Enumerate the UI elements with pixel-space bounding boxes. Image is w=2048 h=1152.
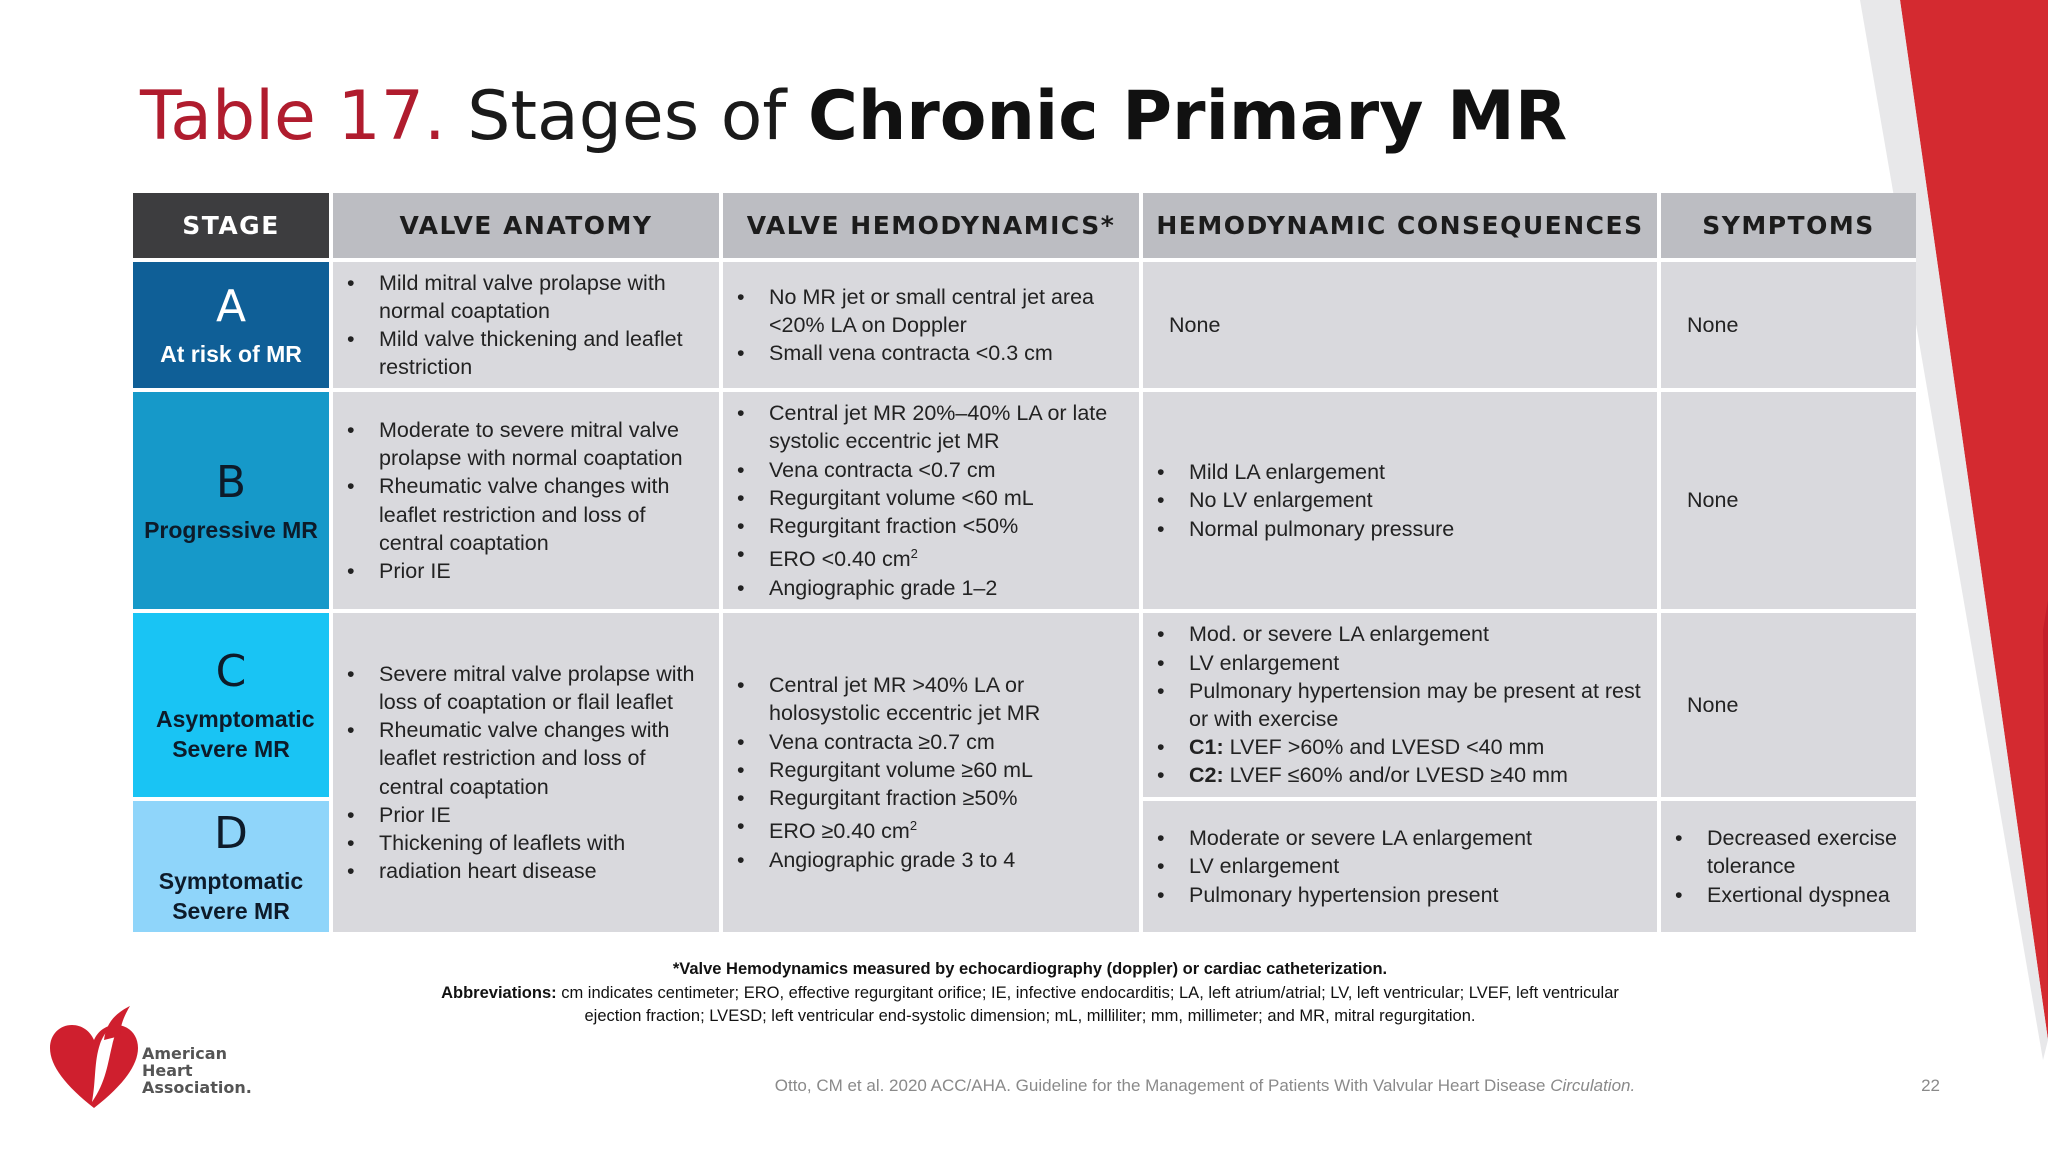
consequences-b-cell <box>1143 392 1657 609</box>
symptoms-a-text: None <box>1687 312 1739 337</box>
abbreviations-footnote <box>380 982 1680 1028</box>
list-item <box>735 540 1123 573</box>
list-item: • Decreased exercise tolerance <box>1673 824 1900 880</box>
citation-text: Otto, CM et al. 2020 ACC/AHA. Guideline for the Management of Patients With Valvular Heart Disease <box>774 1076 1551 1095</box>
list-item: • Regurgitant volume ≥60 mL <box>735 756 1123 784</box>
list-item: • Mild LA enlargement <box>1155 458 1454 486</box>
list-item: • Regurgitant volume <60 mL <box>735 484 1123 512</box>
list-item: • Normal pulmonary pressure <box>1155 515 1454 543</box>
logo-line-3: Association. <box>142 1078 252 1097</box>
title-topic: Chronic Primary MR <box>807 77 1568 156</box>
c1-text: LVEF >60% and LVESD <40 mm <box>1223 735 1545 760</box>
abbreviations-label: Abbreviations: <box>441 984 557 1002</box>
hemodynamics-a-cell <box>723 262 1139 388</box>
citation-journal: Circulation. <box>1550 1076 1636 1095</box>
list-item: • LV enlargement <box>1155 852 1532 880</box>
header-stage: STAGE <box>133 193 329 258</box>
list-item: • Thickening of leaflets with <box>345 829 703 857</box>
stage-c-letter: C <box>215 646 247 697</box>
stage-b-name: Progressive MR <box>144 516 318 543</box>
list-item: • Pulmonary hypertension present <box>1155 881 1532 909</box>
anatomy-cd-list <box>345 660 703 886</box>
header-hemodynamic-consequences: HEMODYNAMIC CONSEQUENCES <box>1143 193 1657 258</box>
list-item: • Central jet MR >40% LA or holosystolic eccentric jet MR <box>735 671 1123 727</box>
list-item: • Central jet MR 20%–40% LA or late systolic eccentric jet MR <box>735 399 1123 455</box>
stage-d-letter: D <box>214 807 248 859</box>
list-item: • Rheumatic valve changes with leaflet restriction and loss of central coaptation <box>345 472 703 557</box>
c2-text: LVEF ≤60% and/or LVESD ≥40 mm <box>1223 763 1568 788</box>
list-item: • Prior IE <box>345 557 703 585</box>
list-item: • Severe mitral valve prolapse with loss of coaptation or flail leaflet <box>345 660 703 716</box>
list-item: • Vena contracta ≥0.7 cm <box>735 728 1123 756</box>
stage-a-letter: A <box>215 281 247 332</box>
squared-superscript: 2 <box>909 818 918 834</box>
consequences-d-cell <box>1143 801 1657 932</box>
squared-superscript: 2 <box>910 546 918 562</box>
logo-wordmark <box>142 1045 252 1096</box>
consequences-c-cell <box>1143 613 1657 797</box>
list-item: • LV enlargement <box>1155 649 1641 677</box>
stage-b-cell <box>133 392 329 609</box>
hemodynamics-footnote: *Valve Hemodynamics measured by echocardiography (doppler) or cardiac catheterization. <box>672 960 1388 978</box>
hemodynamics-cd-list <box>735 671 1123 874</box>
citation <box>560 1076 1850 1096</box>
anatomy-a-list <box>345 269 703 382</box>
title-table-number: Table 17. <box>140 77 446 156</box>
symptoms-b-cell <box>1661 392 1916 609</box>
stage-a-name: At risk of MR <box>160 341 302 367</box>
list-item: • No MR jet or small central jet area <20% LA on Doppler <box>735 283 1123 339</box>
c1-label: C1: <box>1189 735 1224 760</box>
list-item: • Mod. or severe LA enlargement <box>1155 620 1641 648</box>
anatomy-cd-cell <box>333 613 719 932</box>
consequences-b-list <box>1155 458 1454 543</box>
abbreviations-line-2: ejection fraction; LVESD; left ventricular end-systolic dimension; mL, milliliter; mm, millimeter; and MR, mitral regurgitation. <box>584 1007 1476 1025</box>
list-item: • Mild valve thickening and leaflet restriction <box>345 325 703 381</box>
symptoms-d-list <box>1673 824 1900 909</box>
symptoms-b-text: None <box>1687 488 1739 513</box>
anatomy-b-cell <box>333 392 719 609</box>
logo-line-1: American <box>142 1044 227 1063</box>
consequences-a-text: None <box>1169 312 1221 337</box>
consequences-d-list <box>1155 824 1532 909</box>
header-valve-hemodynamics: VALVE HEMODYNAMICS* <box>723 193 1139 258</box>
anatomy-a-cell <box>333 262 719 388</box>
title-stages-of: Stages of <box>467 77 787 156</box>
list-item: • Vena contracta <0.7 cm <box>735 456 1123 484</box>
stage-c-name: Asymptomatic Severe MR <box>156 706 315 762</box>
header-symptoms: SYMPTOMS <box>1661 193 1916 258</box>
slide-title <box>140 72 1567 162</box>
list-item: • Mild mitral valve prolapse with normal coaptation <box>345 269 703 325</box>
header-valve-anatomy: VALVE ANATOMY <box>333 193 719 258</box>
list-item <box>1155 733 1641 761</box>
consequences-c-list <box>1155 620 1641 789</box>
anatomy-b-list <box>345 416 703 585</box>
stage-b-letter: B <box>215 456 247 508</box>
list-item: • Moderate to severe mitral valve prolapse with normal coaptation <box>345 416 703 472</box>
list-item: • radiation heart disease <box>345 857 703 885</box>
list-item: • Exertional dyspnea <box>1673 881 1900 909</box>
list-item: • Pulmonary hypertension may be present at rest or with exercise <box>1155 677 1641 733</box>
ero-text: ERO <0.40 cm <box>769 547 911 572</box>
logo-line-2: Heart <box>142 1061 193 1080</box>
list-item: • Prior IE <box>345 801 703 829</box>
symptoms-d-cell <box>1661 801 1916 932</box>
ero-text: ERO ≥0.40 cm <box>769 819 910 844</box>
hemodynamics-b-cell <box>723 392 1139 609</box>
list-item <box>1155 761 1641 789</box>
list-item: • Regurgitant fraction ≥50% <box>735 784 1123 812</box>
list-item: • Angiographic grade 3 to 4 <box>735 846 1123 874</box>
symptoms-a-cell <box>1661 262 1916 388</box>
hemodynamics-cd-cell <box>723 613 1139 932</box>
symptoms-c-text: None <box>1687 692 1739 717</box>
list-item: • Moderate or severe LA enlargement <box>1155 824 1532 852</box>
stage-a-cell <box>133 262 329 388</box>
list-item: • Small vena contracta <0.3 cm <box>735 339 1123 367</box>
stage-c-cell <box>133 613 329 797</box>
list-item <box>735 812 1123 845</box>
abbreviations-line-1: cm indicates centimeter; ERO, effective regurgitant orifice; IE, infective endocarditis; LA, left atrium/atrial; LV, left ventricular; LVEF, left ventricular <box>556 984 1619 1002</box>
stage-d-cell <box>133 801 329 932</box>
c2-label: C2: <box>1189 763 1224 788</box>
list-item: • Angiographic grade 1–2 <box>735 574 1123 602</box>
stages-table <box>133 193 1916 931</box>
consequences-a-cell <box>1143 262 1657 388</box>
stage-d-name: Symptomatic Severe MR <box>158 867 304 924</box>
hemodynamics-a-list <box>735 283 1123 368</box>
list-item: • Regurgitant fraction <50% <box>735 512 1123 540</box>
symptoms-c-cell <box>1661 613 1916 797</box>
list-item: • No LV enlargement <box>1155 486 1454 514</box>
list-item: • Rheumatic valve changes with leaflet restriction and loss of central coaptation <box>345 716 703 801</box>
page-number: 22 <box>1921 1076 1940 1095</box>
hemodynamics-b-list <box>735 399 1123 602</box>
